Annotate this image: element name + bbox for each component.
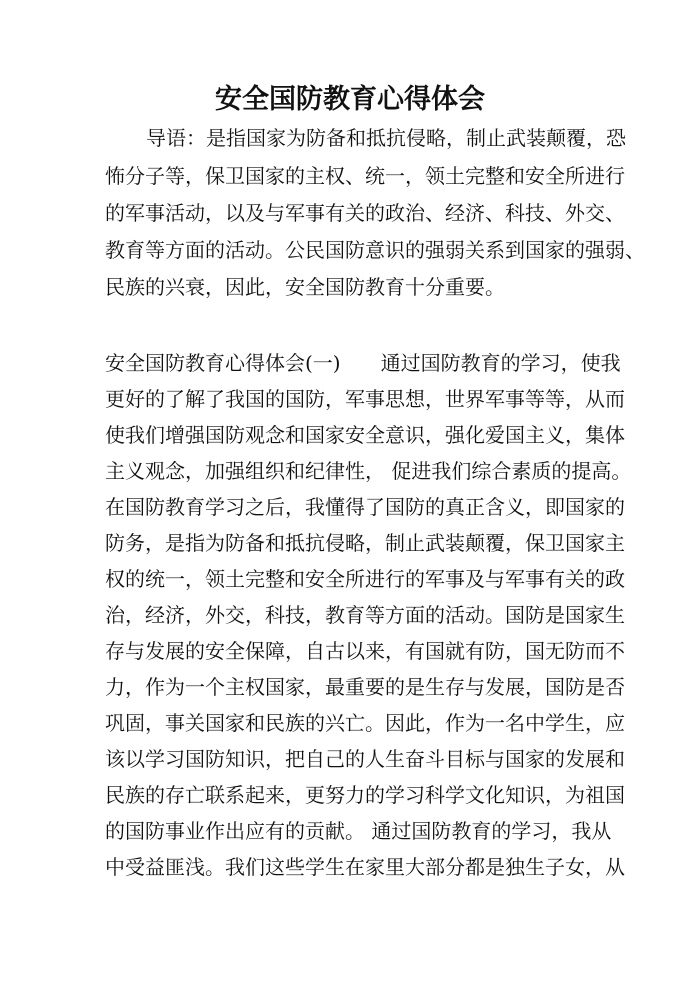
document-title: 安全国防教育心得体会 bbox=[215, 84, 485, 115]
body-line-11: 该以学习国防知识，把自己的人生奋斗目标与国家的发展和 bbox=[105, 747, 625, 771]
body-line-7: 治，经济，外交，科技，教育等方面的活动。国防是国家生 bbox=[105, 603, 625, 627]
body-line-13: 的国防事业作出应有的贡献。 通过国防教育的学习，我从 bbox=[105, 819, 612, 843]
body-line-6: 权的统一，领土完整和安全所进行的军事及与军事有关的政 bbox=[105, 567, 625, 591]
body-line-12: 民族的存亡联系起来，更努力的学习科学文化知识，为祖国 bbox=[105, 783, 625, 807]
body-line-9: 力，作为一个主权国家，最重要的是生存与发展，国防是否 bbox=[105, 675, 625, 699]
intro-line-1: 导语：是指国家为防备和抵抗侵略，制止武装颠覆，恐 bbox=[146, 126, 626, 150]
section-opening-text: 通过国防教育的学习，使我 bbox=[380, 351, 621, 375]
body-line-2: 使我们增强国防观念和国家安全意识，强化爱国主义，集体 bbox=[105, 423, 625, 447]
body-line-14: 中受益匪浅。我们这些学生在家里大部分都是独生子女，从 bbox=[105, 855, 625, 879]
intro-line-2: 怖分子等，保卫国家的主权、统一，领土完整和安全所进行 bbox=[105, 164, 625, 188]
body-line-10: 巩固，事关国家和民族的兴亡。因此，作为一名中学生，应 bbox=[105, 711, 625, 735]
section-first-line bbox=[105, 349, 621, 377]
body-line-1: 更好的了解了我国的国防，军事思想，世界军事等等，从而 bbox=[105, 387, 625, 411]
intro-line-5: 民族的兴衰，因此，安全国防教育十分重要。 bbox=[105, 275, 505, 299]
body-line-5: 防务，是指为防备和抵抗侵略，制止武装颠覆，保卫国家主 bbox=[105, 531, 625, 555]
section-heading: 安全国防教育心得体会(一) bbox=[105, 351, 341, 375]
body-line-4: 在国防教育学习之后，我懂得了国防的真正含义，即国家的 bbox=[105, 495, 625, 519]
intro-line-4: 教育等方面的活动。公民国防意识的强弱关系到国家的强弱、 bbox=[105, 238, 645, 262]
body-line-8: 存与发展的安全保障，自古以来，有国就有防，国无防而不 bbox=[105, 639, 625, 663]
body-line-3: 主义观念，加强组织和纪律性， 促进我们综合素质的提高。 bbox=[105, 459, 632, 483]
intro-line-3: 的军事活动，以及与军事有关的政治、经济、科技、外交、 bbox=[105, 201, 625, 225]
